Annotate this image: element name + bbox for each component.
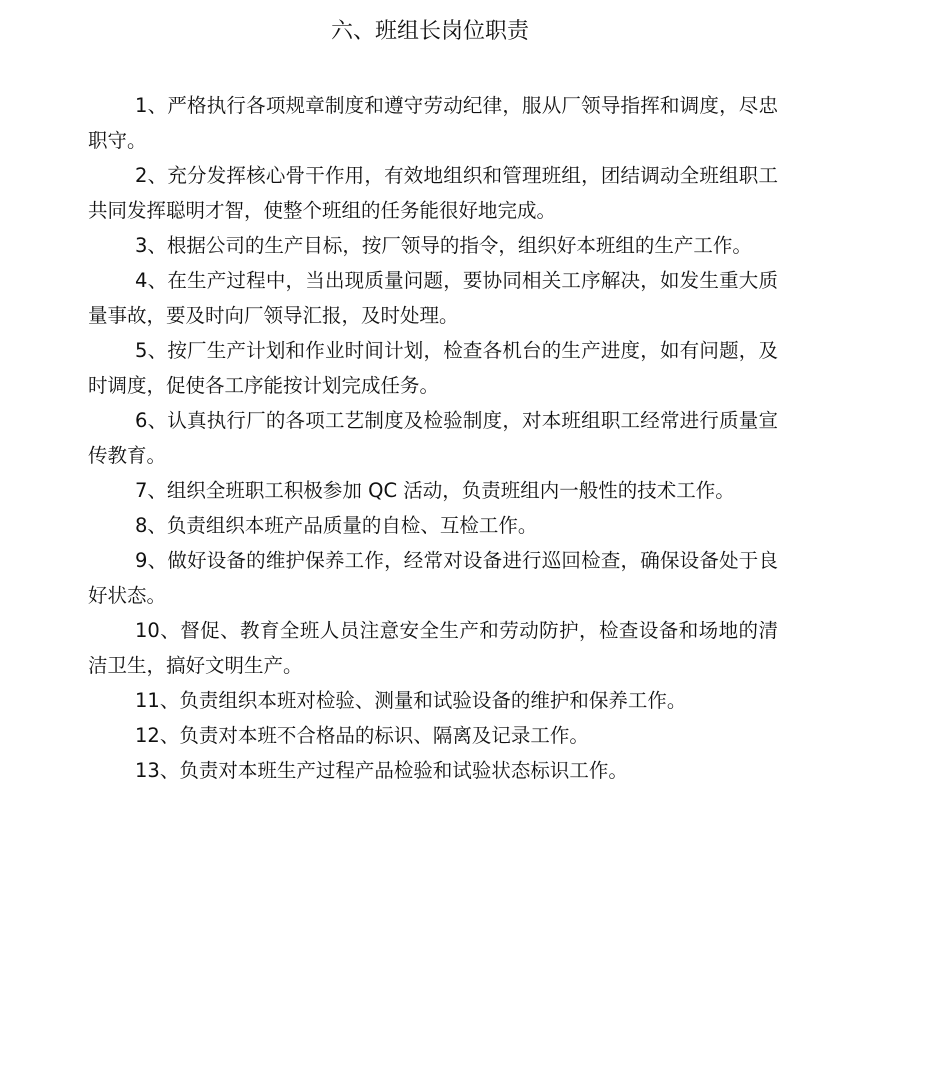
document-title: 六、班组长岗位职责 — [330, 19, 529, 44]
duty-item-6: 6、认真执行厂的各项工艺制度及检验制度，对本班组职工经常进行质量宣传教育。 — [88, 409, 778, 467]
duty-item-4: 4、在生产过程中，当出现质量问题，要协同相关工序解决，如发生重大质量事故，要及时向厂领导汇报，及时处理。 — [88, 269, 778, 327]
duty-list — [88, 88, 778, 788]
duty-item-11: 11、负责组织本班对检验、测量和试验设备的维护和保养工作。 — [135, 689, 687, 712]
duty-item-8: 8、负责组织本班产品质量的自检、互检工作。 — [135, 514, 538, 537]
duty-item-2: 2、充分发挥核心骨干作用，有效地组织和管理班组，团结调动全班组职工共同发挥聪明才智，使整个班组的任务能很好地完成。 — [88, 164, 778, 222]
duty-item-5: 5、按厂生产计划和作业时间计划，检查各机台的生产进度，如有问题，及时调度，促使各工序能按计划完成任务。 — [88, 339, 778, 397]
duty-item-3: 3、根据公司的生产目标，按厂领导的指令，组织好本班组的生产工作。 — [135, 234, 752, 257]
duty-item-10: 10、督促、教育全班人员注意安全生产和劳动防护，检查设备和场地的清洁卫生，搞好文明生产。 — [88, 619, 778, 677]
duty-item-9: 9、做好设备的维护保养工作，经常对设备进行巡回检查，确保设备处于良好状态。 — [88, 549, 778, 607]
duty-item-7: 7、组织全班职工积极参加 QC 活动，负责班组内一般性的技术工作。 — [135, 479, 735, 502]
duty-item-13: 13、负责对本班生产过程产品检验和试验状态标识工作。 — [135, 759, 628, 782]
duty-item-1: 1、严格执行各项规章制度和遵守劳动纪律，服从厂领导指挥和调度，尽忠职守。 — [88, 94, 778, 152]
duty-item-12: 12、负责对本班不合格品的标识、隔离及记录工作。 — [135, 724, 589, 747]
